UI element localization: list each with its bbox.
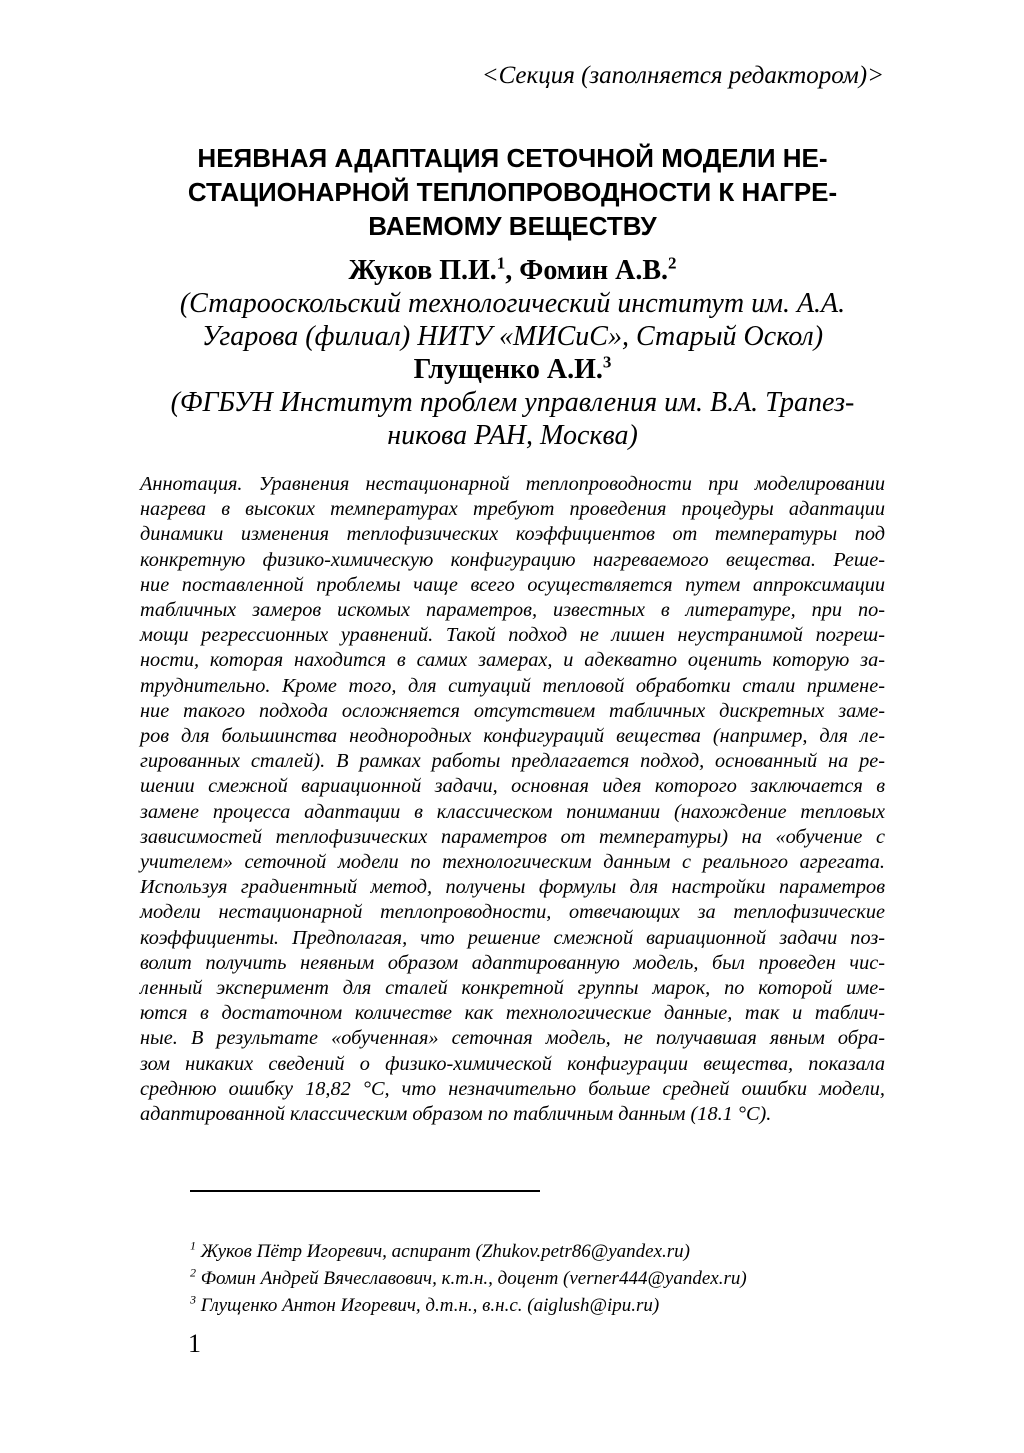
abstract-line: ленный эксперимент для сталей конкретной группы марок, по которой име- xyxy=(140,977,885,1000)
abstract-line: адаптированной классическим образом по табличным данным (18.1 °С). xyxy=(140,1103,772,1126)
abstract-line: Используя градиентный метод, получены формулы для настройки параметров xyxy=(140,876,885,899)
author-separator: , xyxy=(505,255,520,286)
title-line-1: НЕЯВНАЯ АДАПТАЦИЯ СЕТОЧНОЙ МОДЕЛИ НЕ- xyxy=(197,143,828,173)
footnote-text: Глущенко Антон Игоревич, д.т.н., в.н.с. (aiglush@ipu.ru) xyxy=(196,1295,660,1316)
abstract-line: модели нестационарной теплопроводности, отвечающих за теплофизические xyxy=(140,901,885,924)
abstract-paragraph xyxy=(140,472,885,1127)
footnote-mark: 3 xyxy=(190,1292,196,1307)
title-line-2: СТАЦИОНАРНОЙ ТЕПЛОПРОВОДНОСТИ К НАГРЕ- xyxy=(187,177,838,207)
section-label: <Секция (заполняется редактором)> xyxy=(481,62,884,89)
abstract-line: нагрева в высоких температурах требуют проведения процедуры адаптации xyxy=(140,498,885,521)
authors-block xyxy=(140,254,885,452)
author-line-2 xyxy=(140,353,885,386)
footnote-mark: 2 xyxy=(190,1265,196,1280)
abstract-line: ние поставленной проблемы чаще всего осуществляется путем аппроксимации xyxy=(140,573,885,596)
abstract-line: ные. В результате «обученная» сеточная модель, не получавшая явным обра- xyxy=(140,1027,885,1050)
paper-title xyxy=(140,141,885,243)
author-name-3: Глущенко А.И. xyxy=(413,354,603,385)
abstract-line: зависимостей теплофизических параметров от температуры) на «обучение с xyxy=(140,825,885,848)
abstract-line: замене процесса адаптации в классическом понимании (нахождение тепловых xyxy=(140,800,885,823)
affiliation-1-line-2: Угарова (филиал) НИТУ «МИСиС», Старый Оскол) xyxy=(201,321,824,352)
abstract-line: ности, которая находится в самих замерах, и адекватно оценить которую за- xyxy=(140,649,885,672)
author-name-1: Жуков П.И. xyxy=(348,255,497,286)
footnote-1 xyxy=(190,1238,890,1265)
abstract-line: коэффициенты. Предполагая, что решение смежной вариационной задачи поз- xyxy=(140,926,885,949)
affiliation-1-line-1: (Старооскольский технологический институт им. А.А. xyxy=(179,288,846,319)
footnote-text: Жуков Пётр Игоревич, аспирант (Zhukov.petr86@yandex.ru) xyxy=(196,1241,690,1262)
footnote-3 xyxy=(190,1292,890,1319)
footnote-2 xyxy=(190,1265,890,1292)
abstract-line: ются в достаточном количестве как технологические данные, так и таблич- xyxy=(140,1002,885,1025)
title-line-3: ВАЕМОМУ ВЕЩЕСТВУ xyxy=(368,211,657,241)
abstract-line: волит получить неявным образом адаптированную модель, был проведен чис- xyxy=(140,951,885,974)
abstract-line: гированных сталей). В рамках работы предлагается подход, основанный на ре- xyxy=(140,750,885,773)
abstract-line: ров для большинства неоднородных конфигураций вещества (например, для ле- xyxy=(140,725,885,748)
author-mark-2: 2 xyxy=(668,253,677,273)
abstract-line: среднюю ошибку 18,82 °С, что незначительно больше средней ошибки модели, xyxy=(140,1077,885,1100)
abstract-line: шении смежной вариационной задачи, основная идея которого заключается в xyxy=(140,775,885,798)
affiliation-2-line-2: никова РАН, Москва) xyxy=(387,420,638,451)
abstract-line: динамики изменения теплофизических коэффициентов от температуры под xyxy=(140,523,885,546)
affiliation-2-line-1: (ФГБУН Институт проблем управления им. В.А. Трапез- xyxy=(170,387,855,418)
footnote-mark: 1 xyxy=(190,1238,196,1253)
author-name-2: Фомин А.В. xyxy=(519,255,669,286)
author-mark-1: 1 xyxy=(496,253,506,273)
footnotes-block xyxy=(190,1238,890,1319)
author-line-1 xyxy=(140,254,885,287)
abstract-line: учителем» сеточной модели по технологическим данным с реального агрегата. xyxy=(140,851,885,874)
footnote-text: Фомин Андрей Вячеславович, к.т.н., доцент (verner444@yandex.ru) xyxy=(196,1268,747,1289)
author-mark-3: 3 xyxy=(602,352,612,372)
abstract-line: зом никаких сведений о физико-химической конфигурации вещества, показала xyxy=(140,1052,885,1075)
abstract-line: Аннотация. Уравнения нестационарной теплопроводности при моделировании xyxy=(140,473,885,495)
abstract-line: мощи регрессионных уравнений. Такой подход не лишен неустранимой погреш- xyxy=(140,624,885,647)
abstract-line: конкретную физико-химическую конфигурацию нагреваемого вещества. Реше- xyxy=(140,548,885,571)
abstract-line: ние такого подхода осложняется отсутствием табличных дискретных заме- xyxy=(140,699,885,722)
page-number: 1 xyxy=(188,1329,201,1358)
abstract-line: табличных замеров искомых параметров, известных в литературе, при по- xyxy=(140,599,885,622)
footnote-separator xyxy=(190,1190,540,1192)
abstract-line: труднительно. Кроме того, для ситуаций тепловой обработки стали примене- xyxy=(140,674,885,697)
